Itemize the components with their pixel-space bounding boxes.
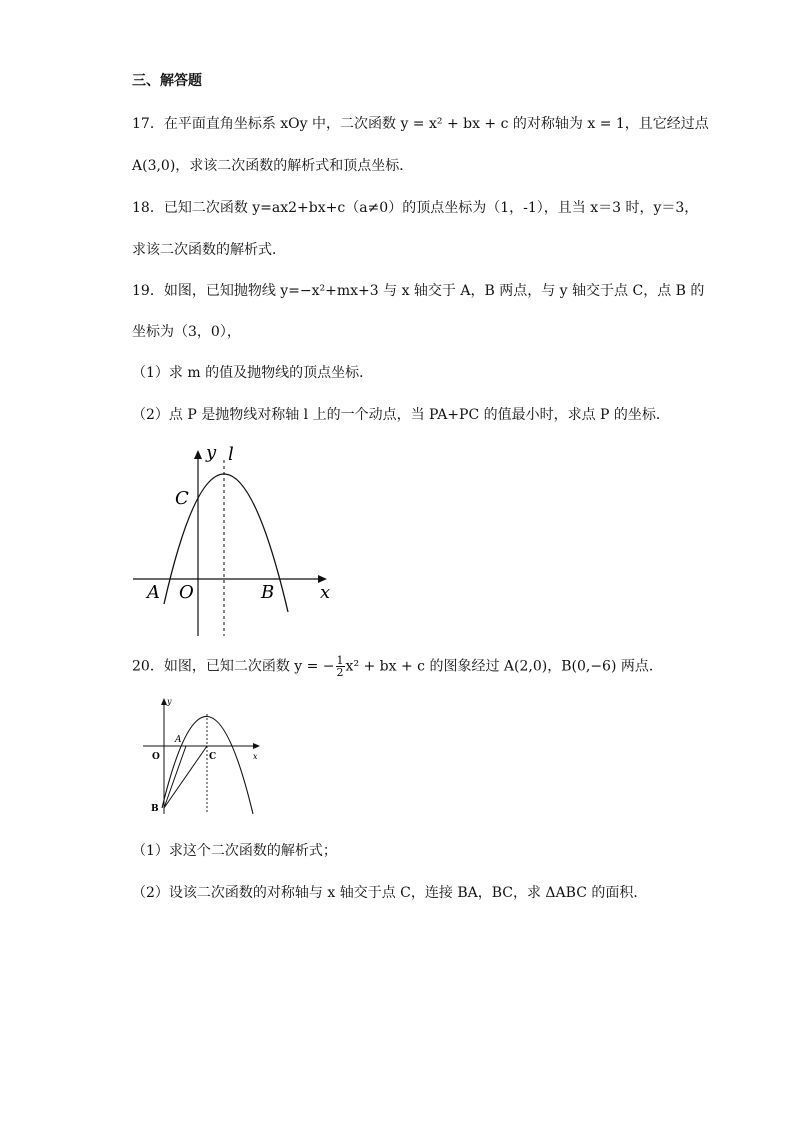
q20-label-a: A (175, 735, 182, 745)
q20-segment-ba (164, 746, 186, 808)
q20-frac-den: 2 (336, 666, 344, 679)
q19-label-x: x (320, 582, 331, 603)
q19-label-o: O (179, 582, 194, 603)
q20-parabola (162, 716, 253, 814)
q20-x-arrow (253, 743, 260, 749)
q20-label-x: x (253, 752, 258, 761)
q19-label-b: B (261, 582, 275, 603)
q20-figure (140, 692, 270, 820)
q19-line2: 坐标为（3，0）， (132, 324, 241, 340)
q17-line2: A(3,0)，求该二次函数的解析式和顶点坐标． (132, 158, 414, 174)
q19-label-y: y (206, 442, 217, 463)
q19-part1: （1）求 m 的值及抛物线的顶点坐标． (132, 365, 374, 381)
q20-line1-pre: 20．如图，已知二次函数 y = − (132, 658, 335, 675)
q19-label-c: C (175, 488, 189, 509)
q20-part1: （1）求这个二次函数的解析式； (132, 843, 337, 859)
q18-line1: 18．已知二次函数 y=ax2+bx+c（a≠0）的顶点坐标为（1，-1），且当 x＝3 时，y＝3， (132, 200, 699, 216)
q19-y-arrow (194, 450, 202, 459)
q20-fraction (336, 655, 345, 678)
q20-label-o: O (152, 752, 160, 762)
q20-line1-post: x² + bx + c 的图象经过 A(2,0)，B(0,−6) 两点． (345, 658, 663, 675)
q19-label-a: A (147, 582, 160, 603)
q18-line2: 求该二次函数的解析式． (132, 242, 286, 258)
q20-label-y: y (167, 697, 172, 706)
q17-line1: 17．在平面直角坐标系 xOy 中，二次函数 y = x² + bx + c 的对称轴为 x = 1，且它经过点 (132, 116, 709, 132)
q19-line1: 19．如图，已知抛物线 y=−x²+mx+3 与 x 轴交于 A，B 两点，与 y 轴交于点 C，点 B 的 (132, 283, 705, 299)
q20-label-b: B (151, 804, 159, 814)
q20-label-c: C (209, 752, 217, 762)
q20-line1 (132, 655, 663, 678)
q20-part2: （2）设该二次函数的对称轴与 x 轴交于点 C，连接 BA，BC，求 ΔABC 的面积． (132, 885, 648, 901)
q19-figure (128, 440, 338, 640)
q19-part2: （2）点 P 是抛物线对称轴 l 上的一个动点，当 PA+PC 的值最小时，求点 P 的坐标． (132, 407, 670, 423)
section-title: 三、解答题 (132, 73, 202, 89)
q19-label-l: l (228, 444, 234, 465)
q20-frac-num: 1 (336, 654, 344, 667)
